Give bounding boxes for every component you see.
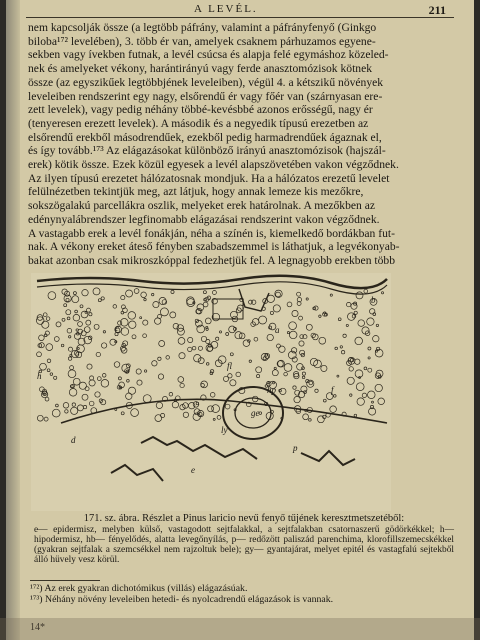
footnotes <box>30 580 460 605</box>
caption-title: 171. sz. ábra. Részlet a Pinus laricio nevű fenyő tűjének keresztmetszetéből: <box>83 513 405 524</box>
running-title: A LEVÉL. <box>194 3 258 15</box>
figure-label: ly <box>221 425 228 435</box>
figure-label: c <box>115 323 119 333</box>
figure-label: h <box>37 371 42 381</box>
footnote: ¹⁷²) Az erek gyakran dichotómikus (villás) elágazásúak. <box>30 583 248 594</box>
body-line: felülnézetben tekintjük meg, azt látjuk, hogy annak lemeze kis mezőkre, <box>28 185 364 199</box>
header-rule <box>26 17 454 18</box>
printer-signature-mark: 14* <box>30 622 45 633</box>
footnote-rule <box>30 580 100 581</box>
body-line: nak. A vékony ereket áteső fényben szabadszemmel is láthatjuk, a legvékonyab- <box>28 240 400 254</box>
figure-label: a <box>275 325 280 335</box>
body-line: leveleiben rendszerint egy nagy, elsőrendű ér vagy főér van (szárnyasan ere- <box>28 89 383 103</box>
figure-label: hp <box>267 385 276 395</box>
body-line: elsőrendű erekből másodrendűek, ezekből pedig harmadrendűek ágaznak el, <box>28 130 382 144</box>
figure-label: ge <box>251 408 260 418</box>
caption-text: e— epidermisz, melyben külső, vastagodott sejtfalakkal, a sejtfalakban csatornaszerű gödörkékkel; h— hipodermisz, hb— fényelődés, alatta levegőnyílás, p— redőzött paliszád parenchima, klorofillszemecskékkel (gyakran sejtfalak a szemcsékkel nem rajzoltuk bele); gy— gyantajárat, melyet epitél és vastagfalú sejtekből álló hüvely vesz körül. <box>34 525 454 565</box>
body-line: Az ilyen típusú erezetet hálózatosnak mondjuk. Ha a hálózatos erezetű levelet <box>28 171 390 185</box>
page-number: 211 <box>428 3 446 17</box>
body-line: sokszögalakú parcellákra oszlik, melyeket erek határolnak. A mezőkben az <box>28 199 376 213</box>
body-line: össze (az egyszikűek legtöbbjének leveleiben), végül 4. a kétszikű növények <box>28 75 384 89</box>
body-line: sekben vagy ívekben futnak, a levél csúcsa és alapja felé egymáshoz közeled- <box>28 48 389 62</box>
figure-label: f <box>331 385 334 395</box>
watermark-strip <box>0 618 480 640</box>
body-text <box>28 21 460 268</box>
body-line: erek) kötik össze. Ezek közül egyesek a levél alapszövetében vakon végződnek. <box>28 158 399 172</box>
figure-label: d <box>71 435 76 445</box>
body-line: bakat azonban csak mikroszkóppal fedezhetjük fel. A legnagyobb erekben több <box>28 253 396 267</box>
book-page <box>6 0 474 640</box>
body-line: nek és amelyeket vékony, harántirányú vagy ferde anasztomózisok kötnek <box>28 62 373 76</box>
body-line: és így tovább.¹⁷³ Az elágazásokat különböző irányú anasztomózisok (hajszál- <box>28 144 386 158</box>
figure-label: e <box>191 465 195 475</box>
figure-label: b <box>371 295 376 305</box>
book-spine-shadow <box>6 0 20 640</box>
body-line: edénynyalábrendszer legfinomabb elágazásai rendszerint vakon végződnek. <box>28 212 380 226</box>
body-line: (tenyeresen erezett levelek). A második és a negyedik típusú erezetben az <box>28 116 369 130</box>
figure-label: fl <box>227 361 233 371</box>
body-line: nem kapcsolják össze (a legtöbb páfrány, valamint a páfrányfenyő (Ginkgo <box>28 21 377 34</box>
figure-label: p <box>293 443 298 453</box>
figure-caption <box>34 514 454 565</box>
footnote: ¹⁷³) Néhány növény leveleiben hetedi- és nyolcadrendű elágazások is vannak. <box>30 594 334 605</box>
body-line: A vastagabb erek a levél fonákján, néha a színén is, kiemelkedő bordákban fut- <box>28 226 395 240</box>
body-line: biloba¹⁷² levelében), 3. több ér van, amelyek csaknem párhuzamos egyene- <box>28 34 376 48</box>
body-line: zett levelek), vagy pedig néhány többé-kevésbbé azonos erősségű, nagy ér <box>28 103 373 117</box>
pine-needle-cross-section-illustration <box>31 273 391 511</box>
page-header <box>26 3 454 17</box>
